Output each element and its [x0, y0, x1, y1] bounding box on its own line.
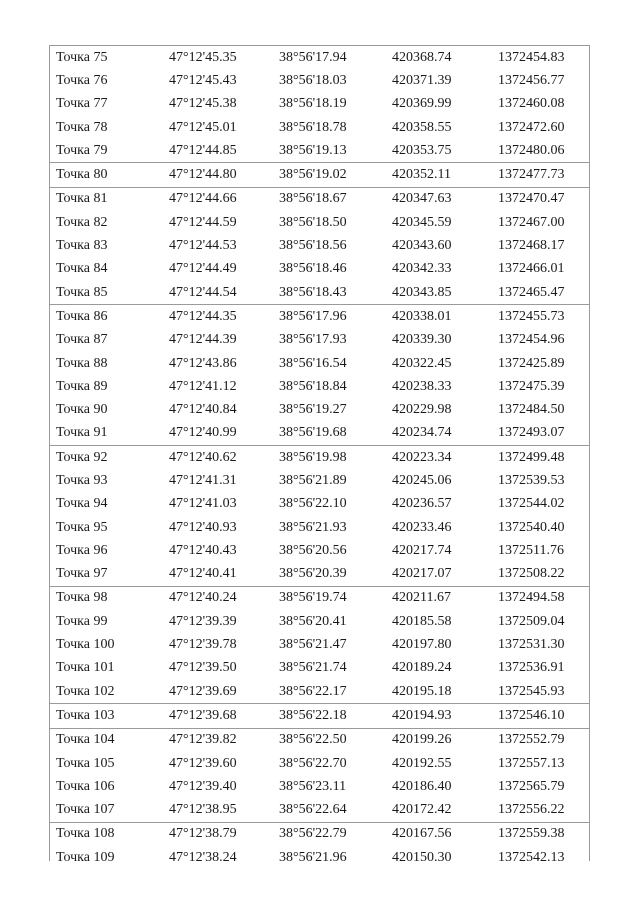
table-row [50, 188, 589, 211]
y-coordinate-cell: 1372460.08 [498, 96, 565, 112]
latitude-cell: 47°12'39.39 [169, 613, 237, 629]
table-row [50, 116, 589, 139]
x-coordinate-cell: 420211.67 [392, 590, 451, 606]
x-coordinate-cell: 420369.99 [392, 96, 452, 112]
latitude-cell: 47°12'45.43 [169, 72, 237, 88]
table-row [50, 139, 589, 162]
table-row [50, 211, 589, 234]
x-coordinate-cell: 420217.74 [392, 542, 452, 558]
table-row [50, 704, 589, 727]
latitude-cell: 47°12'45.01 [169, 119, 237, 135]
table-row [50, 516, 589, 539]
y-coordinate-cell: 1372467.00 [498, 214, 565, 230]
table-row [50, 469, 589, 492]
table-row [50, 69, 589, 92]
y-coordinate-cell: 1372499.48 [498, 449, 565, 465]
table-row [50, 493, 589, 516]
x-coordinate-cell: 420194.93 [392, 707, 452, 723]
y-coordinate-cell: 1372536.91 [498, 660, 565, 676]
y-coordinate-cell: 1372477.73 [498, 167, 565, 183]
x-coordinate-cell: 420186.40 [392, 778, 452, 794]
longitude-cell: 38°56'19.13 [279, 142, 347, 158]
point-name-cell: Точка 95 [56, 519, 108, 535]
x-coordinate-cell: 420371.39 [392, 72, 452, 88]
y-coordinate-cell: 1372542.13 [498, 849, 565, 865]
table-row [50, 446, 589, 469]
x-coordinate-cell: 420197.80 [392, 637, 452, 653]
y-coordinate-cell: 1372468.17 [498, 238, 565, 254]
table-row [50, 163, 589, 186]
point-name-cell: Точка 107 [56, 802, 115, 818]
latitude-cell: 47°12'39.69 [169, 683, 237, 699]
y-coordinate-cell: 1372466.01 [498, 261, 565, 277]
latitude-cell: 47°12'45.38 [169, 96, 237, 112]
longitude-cell: 38°56'21.89 [279, 472, 347, 488]
table-row [50, 258, 589, 281]
x-coordinate-cell: 420352.11 [392, 167, 451, 183]
longitude-cell: 38°56'19.27 [279, 402, 347, 418]
latitude-cell: 47°12'39.78 [169, 637, 237, 653]
longitude-cell: 38°56'17.94 [279, 49, 347, 65]
longitude-cell: 38°56'19.98 [279, 449, 347, 465]
table-row [50, 375, 589, 398]
y-coordinate-cell: 1372484.50 [498, 402, 565, 418]
y-coordinate-cell: 1372531.30 [498, 637, 565, 653]
y-coordinate-cell: 1372546.10 [498, 707, 565, 723]
point-name-cell: Точка 84 [56, 261, 108, 277]
x-coordinate-cell: 420189.24 [392, 660, 452, 676]
point-name-cell: Точка 81 [56, 191, 108, 207]
table-row [50, 305, 589, 328]
table-row [50, 563, 589, 586]
table-row [50, 234, 589, 257]
latitude-cell: 47°12'44.59 [169, 214, 237, 230]
y-coordinate-cell: 1372540.40 [498, 519, 565, 535]
row-group [50, 587, 589, 704]
latitude-cell: 47°12'40.41 [169, 566, 237, 582]
y-coordinate-cell: 1372509.04 [498, 613, 565, 629]
longitude-cell: 38°56'18.19 [279, 96, 347, 112]
longitude-cell: 38°56'18.78 [279, 119, 347, 135]
longitude-cell: 38°56'18.50 [279, 214, 347, 230]
latitude-cell: 47°12'38.79 [169, 826, 237, 842]
row-group [50, 163, 589, 187]
y-coordinate-cell: 1372559.38 [498, 826, 565, 842]
y-coordinate-cell: 1372545.93 [498, 683, 565, 699]
y-coordinate-cell: 1372454.83 [498, 49, 565, 65]
y-coordinate-cell: 1372493.07 [498, 425, 565, 441]
longitude-cell: 38°56'21.47 [279, 637, 347, 653]
latitude-cell: 47°12'41.12 [169, 378, 237, 394]
longitude-cell: 38°56'18.84 [279, 378, 347, 394]
point-name-cell: Точка 76 [56, 72, 108, 88]
point-name-cell: Точка 83 [56, 238, 108, 254]
x-coordinate-cell: 420192.55 [392, 755, 452, 771]
latitude-cell: 47°12'44.66 [169, 191, 237, 207]
latitude-cell: 47°12'40.24 [169, 590, 237, 606]
latitude-cell: 47°12'43.86 [169, 355, 237, 371]
longitude-cell: 38°56'21.74 [279, 660, 347, 676]
point-name-cell: Точка 89 [56, 378, 108, 394]
row-group [50, 188, 589, 305]
x-coordinate-cell: 420229.98 [392, 402, 452, 418]
table-row [50, 352, 589, 375]
x-coordinate-cell: 420368.74 [392, 49, 452, 65]
point-name-cell: Точка 75 [56, 49, 108, 65]
longitude-cell: 38°56'17.93 [279, 332, 347, 348]
x-coordinate-cell: 420217.07 [392, 566, 452, 582]
point-name-cell: Точка 92 [56, 449, 108, 465]
table-row [50, 398, 589, 421]
y-coordinate-cell: 1372552.79 [498, 732, 565, 748]
point-name-cell: Точка 106 [56, 778, 115, 794]
longitude-cell: 38°56'20.41 [279, 613, 347, 629]
point-name-cell: Точка 77 [56, 96, 108, 112]
x-coordinate-cell: 420199.26 [392, 732, 452, 748]
latitude-cell: 47°12'40.43 [169, 542, 237, 558]
point-name-cell: Точка 96 [56, 542, 108, 558]
y-coordinate-cell: 1372454.96 [498, 332, 565, 348]
x-coordinate-cell: 420345.59 [392, 214, 452, 230]
row-group [50, 704, 589, 728]
x-coordinate-cell: 420358.55 [392, 119, 452, 135]
y-coordinate-cell: 1372456.77 [498, 72, 565, 88]
x-coordinate-cell: 420172.42 [392, 802, 452, 818]
point-name-cell: Точка 80 [56, 167, 108, 183]
latitude-cell: 47°12'38.24 [169, 849, 237, 865]
latitude-cell: 47°12'40.99 [169, 425, 237, 441]
point-name-cell: Точка 97 [56, 566, 108, 582]
y-coordinate-cell: 1372539.53 [498, 472, 565, 488]
point-name-cell: Точка 87 [56, 332, 108, 348]
x-coordinate-cell: 420236.57 [392, 496, 452, 512]
y-coordinate-cell: 1372511.76 [498, 542, 564, 558]
latitude-cell: 47°12'44.35 [169, 308, 237, 324]
latitude-cell: 47°12'41.31 [169, 472, 237, 488]
row-group [50, 823, 589, 870]
x-coordinate-cell: 420342.33 [392, 261, 452, 277]
x-coordinate-cell: 420353.75 [392, 142, 452, 158]
table-row [50, 752, 589, 775]
y-coordinate-cell: 1372508.22 [498, 566, 565, 582]
x-coordinate-cell: 420343.85 [392, 284, 452, 300]
longitude-cell: 38°56'18.67 [279, 191, 347, 207]
table-row [50, 729, 589, 752]
longitude-cell: 38°56'16.54 [279, 355, 347, 371]
latitude-cell: 47°12'40.93 [169, 519, 237, 535]
y-coordinate-cell: 1372556.22 [498, 802, 565, 818]
latitude-cell: 47°12'41.03 [169, 496, 237, 512]
x-coordinate-cell: 420195.18 [392, 683, 452, 699]
latitude-cell: 47°12'44.85 [169, 142, 237, 158]
point-name-cell: Точка 103 [56, 707, 115, 723]
point-name-cell: Точка 91 [56, 425, 108, 441]
x-coordinate-cell: 420167.56 [392, 826, 452, 842]
table-row [50, 680, 589, 703]
latitude-cell: 47°12'39.82 [169, 732, 237, 748]
point-name-cell: Точка 108 [56, 826, 115, 842]
latitude-cell: 47°12'44.49 [169, 261, 237, 277]
table-row [50, 775, 589, 798]
y-coordinate-cell: 1372470.47 [498, 191, 565, 207]
x-coordinate-cell: 420339.30 [392, 332, 452, 348]
point-name-cell: Точка 109 [56, 849, 115, 865]
x-coordinate-cell: 420233.46 [392, 519, 452, 535]
longitude-cell: 38°56'21.93 [279, 519, 347, 535]
y-coordinate-cell: 1372472.60 [498, 119, 565, 135]
x-coordinate-cell: 420322.45 [392, 355, 452, 371]
longitude-cell: 38°56'21.96 [279, 849, 347, 865]
y-coordinate-cell: 1372425.89 [498, 355, 565, 371]
latitude-cell: 47°12'38.95 [169, 802, 237, 818]
longitude-cell: 38°56'19.74 [279, 590, 347, 606]
longitude-cell: 38°56'22.50 [279, 732, 347, 748]
x-coordinate-cell: 420234.74 [392, 425, 452, 441]
latitude-cell: 47°12'44.53 [169, 238, 237, 254]
point-name-cell: Точка 98 [56, 590, 108, 606]
y-coordinate-cell: 1372557.13 [498, 755, 565, 771]
point-name-cell: Точка 78 [56, 119, 108, 135]
row-group [50, 729, 589, 823]
latitude-cell: 47°12'39.60 [169, 755, 237, 771]
point-name-cell: Точка 94 [56, 496, 108, 512]
point-name-cell: Точка 102 [56, 683, 115, 699]
table-row [50, 539, 589, 562]
table-row [50, 281, 589, 304]
longitude-cell: 38°56'22.79 [279, 826, 347, 842]
table-row [50, 846, 589, 869]
latitude-cell: 47°12'44.39 [169, 332, 237, 348]
table-row [50, 422, 589, 445]
point-name-cell: Точка 93 [56, 472, 108, 488]
longitude-cell: 38°56'22.18 [279, 707, 347, 723]
point-name-cell: Точка 101 [56, 660, 115, 676]
x-coordinate-cell: 420150.30 [392, 849, 452, 865]
longitude-cell: 38°56'18.03 [279, 72, 347, 88]
longitude-cell: 38°56'18.46 [279, 261, 347, 277]
longitude-cell: 38°56'20.56 [279, 542, 347, 558]
latitude-cell: 47°12'39.40 [169, 778, 237, 794]
longitude-cell: 38°56'22.70 [279, 755, 347, 771]
point-name-cell: Точка 100 [56, 637, 115, 653]
latitude-cell: 47°12'44.80 [169, 167, 237, 183]
x-coordinate-cell: 420223.34 [392, 449, 452, 465]
longitude-cell: 38°56'22.17 [279, 683, 347, 699]
point-name-cell: Точка 104 [56, 732, 115, 748]
x-coordinate-cell: 420338.01 [392, 308, 452, 324]
longitude-cell: 38°56'22.64 [279, 802, 347, 818]
x-coordinate-cell: 420185.58 [392, 613, 452, 629]
y-coordinate-cell: 1372544.02 [498, 496, 565, 512]
y-coordinate-cell: 1372455.73 [498, 308, 565, 324]
row-group [50, 46, 589, 163]
point-name-cell: Точка 85 [56, 284, 108, 300]
x-coordinate-cell: 420238.33 [392, 378, 452, 394]
table-row [50, 799, 589, 822]
point-name-cell: Точка 90 [56, 402, 108, 418]
longitude-cell: 38°56'18.43 [279, 284, 347, 300]
point-name-cell: Точка 105 [56, 755, 115, 771]
y-coordinate-cell: 1372465.47 [498, 284, 565, 300]
table-row [50, 46, 589, 69]
point-name-cell: Точка 88 [56, 355, 108, 371]
latitude-cell: 47°12'39.68 [169, 707, 237, 723]
y-coordinate-cell: 1372475.39 [498, 378, 565, 394]
longitude-cell: 38°56'20.39 [279, 566, 347, 582]
longitude-cell: 38°56'19.02 [279, 167, 347, 183]
table-row [50, 610, 589, 633]
latitude-cell: 47°12'44.54 [169, 284, 237, 300]
latitude-cell: 47°12'45.35 [169, 49, 237, 65]
longitude-cell: 38°56'19.68 [279, 425, 347, 441]
y-coordinate-cell: 1372565.79 [498, 778, 565, 794]
latitude-cell: 47°12'40.84 [169, 402, 237, 418]
table-row [50, 93, 589, 116]
table-row [50, 823, 589, 846]
coordinates-table [49, 45, 590, 865]
point-name-cell: Точка 99 [56, 613, 108, 629]
point-name-cell: Точка 79 [56, 142, 108, 158]
row-group [50, 305, 589, 446]
longitude-cell: 38°56'17.96 [279, 308, 347, 324]
point-name-cell: Точка 82 [56, 214, 108, 230]
latitude-cell: 47°12'40.62 [169, 449, 237, 465]
longitude-cell: 38°56'23.11 [279, 778, 347, 794]
latitude-cell: 47°12'39.50 [169, 660, 237, 676]
table-row [50, 329, 589, 352]
table-row [50, 657, 589, 680]
y-coordinate-cell: 1372494.58 [498, 590, 565, 606]
table-row [50, 633, 589, 656]
longitude-cell: 38°56'18.56 [279, 238, 347, 254]
y-coordinate-cell: 1372480.06 [498, 142, 565, 158]
x-coordinate-cell: 420245.06 [392, 472, 452, 488]
x-coordinate-cell: 420343.60 [392, 238, 452, 254]
row-group [50, 446, 589, 587]
x-coordinate-cell: 420347.63 [392, 191, 452, 207]
point-name-cell: Точка 86 [56, 308, 108, 324]
longitude-cell: 38°56'22.10 [279, 496, 347, 512]
table-row [50, 587, 589, 610]
